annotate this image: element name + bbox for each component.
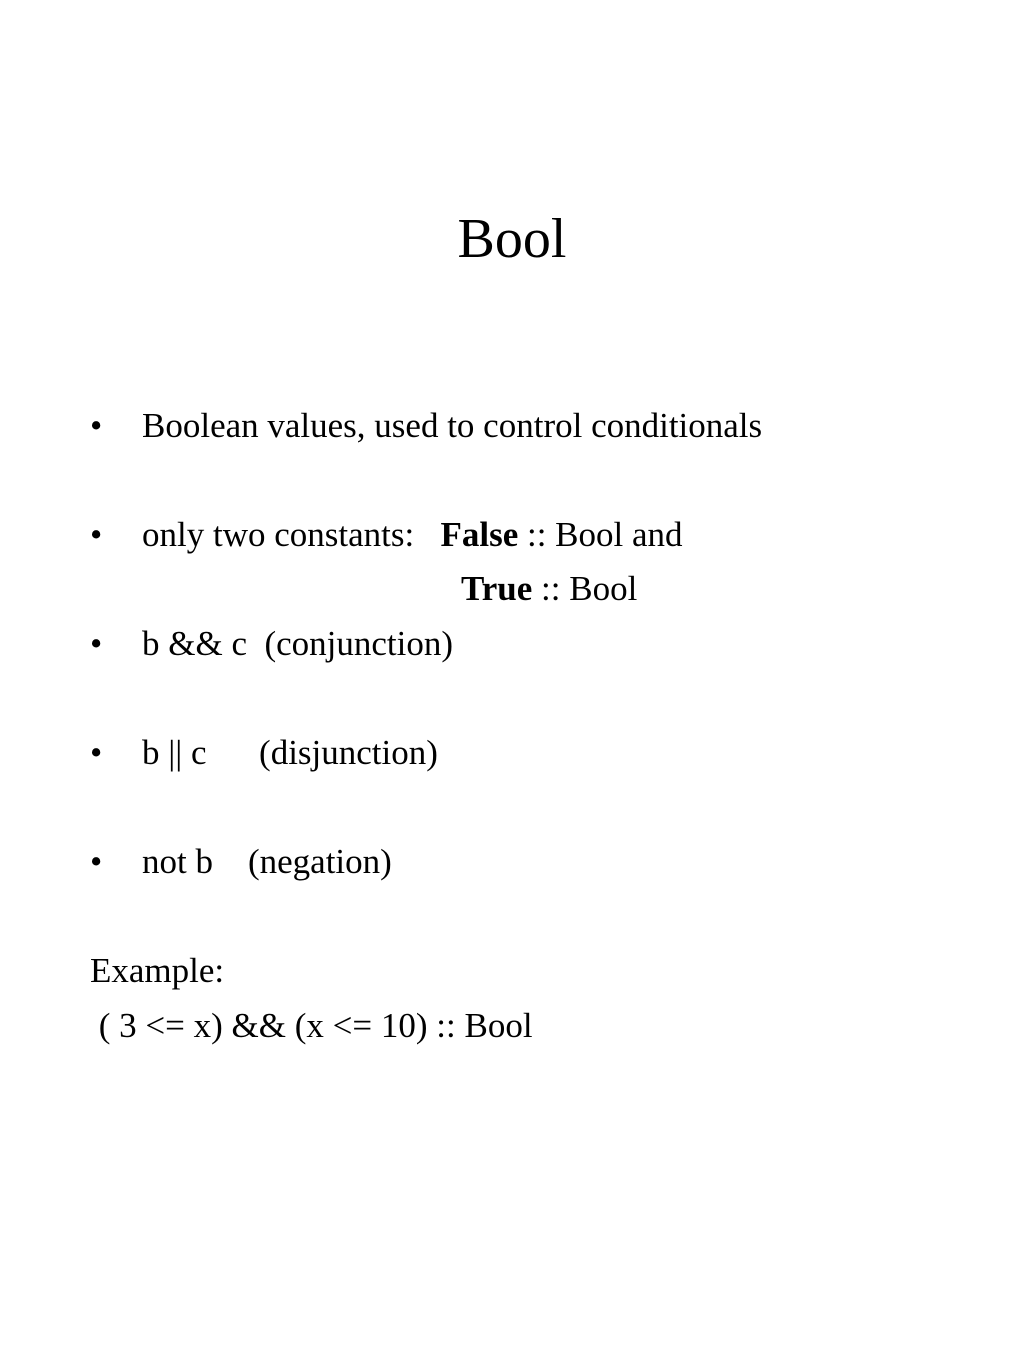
- bullet-marker: •: [90, 624, 103, 663]
- false-type: :: Bool and: [518, 515, 683, 554]
- example-label: Example:: [90, 951, 225, 990]
- bullet-constants-line-1: [142, 513, 683, 557]
- bullet-text: not b (negation): [142, 842, 392, 881]
- bullet-text: b && c (conjunction): [142, 624, 454, 663]
- bullet-marker: •: [90, 842, 103, 881]
- false-constant: False: [440, 515, 519, 554]
- bullet-text: b || c (disjunction): [142, 733, 438, 772]
- example-code: ( 3 <= x) && (x <= 10) :: Bool: [90, 1006, 533, 1045]
- bullet-marker: •: [90, 406, 103, 445]
- constants-prefix: only two constants:: [142, 515, 441, 554]
- bullet-constants-line-2: [461, 567, 637, 611]
- bullet-marker: •: [90, 733, 103, 772]
- slide-title: Bool: [457, 208, 567, 270]
- bullet-marker: •: [90, 515, 103, 554]
- true-constant: True: [461, 569, 533, 608]
- bullet-text: Boolean values, used to control conditionals: [142, 406, 763, 445]
- true-type: :: Bool: [532, 569, 638, 608]
